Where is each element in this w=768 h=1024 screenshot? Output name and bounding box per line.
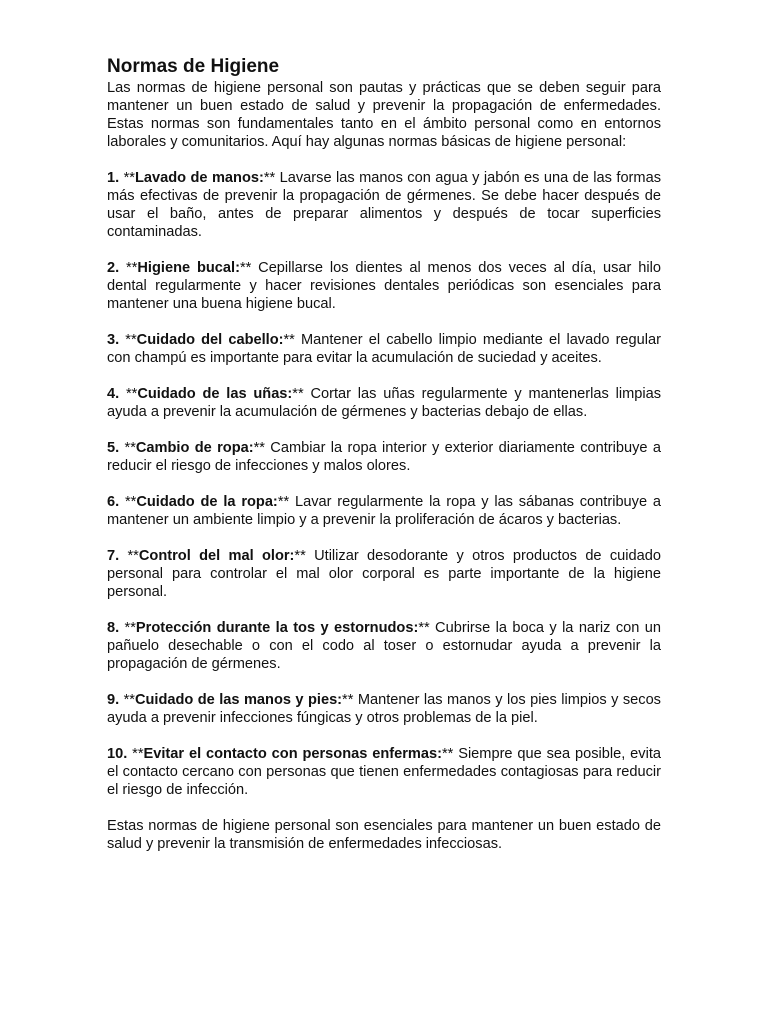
item-number: 4. xyxy=(107,386,120,402)
list-item xyxy=(107,745,661,799)
list-item xyxy=(107,439,661,475)
item-marker-close: ** xyxy=(441,746,454,762)
item-label: Protección durante la tos y estornudos: xyxy=(135,620,419,636)
item-label: Control del mal olor: xyxy=(138,548,295,564)
item-text: Utilizar desodorante y otros productos de cuidado personal para controlar el mal olor corporal es parte importante de la higiene personal. xyxy=(107,548,661,600)
document-title: Normas de Higiene xyxy=(107,56,280,77)
item-number: 6. xyxy=(107,494,120,510)
item-text: Cepillarse los dientes al menos dos veces al día, usar hilo dental regularmente y hacer revisiones dentales periódicas son esenciales para mantener una buena higiene bucal. xyxy=(107,260,661,312)
item-marker-close: ** xyxy=(292,386,304,402)
item-number: 2. xyxy=(107,260,120,276)
item-marker-open: ** xyxy=(119,620,136,636)
item-label: Evitar el contacto con personas enfermas: xyxy=(143,746,442,762)
item-text: Cambiar la ropa interior y exterior diariamente contribuye a reducir el riesgo de infecciones y malos olores. xyxy=(107,440,661,474)
item-marker-close: ** xyxy=(239,260,252,276)
item-text: Mantener las manos y los pies limpios y secos ayuda a prevenir infecciones fúngicas y otros problemas de la piel. xyxy=(107,692,661,726)
item-text: Siempre que sea posible, evita el contacto cercano con personas que tienen enfermedades contagiosas para reducir el riesgo de infección. xyxy=(107,746,662,798)
item-text: Lavarse las manos con agua y jabón es una de las formas más efectivas de prevenir la propagación de gérmenes. Se debe hacer después de usar el baño, antes de preparar alimentos y después de tocar superficies contaminadas. xyxy=(107,170,661,240)
item-text: Cortar las uñas regularmente y mantenerlas limpias ayuda a prevenir la acumulación de gérmenes y bacterias debajo de ellas. xyxy=(107,386,661,420)
list-item xyxy=(107,331,661,367)
closing-paragraph: Estas normas de higiene personal son esenciales para mantener un buen estado de salud y prevenir la transmisión de enfermedades infecciosas. xyxy=(107,818,661,852)
item-number: 9. xyxy=(107,692,120,708)
item-label: Cuidado del cabello: xyxy=(136,332,284,348)
list-item xyxy=(107,619,661,673)
item-label: Higiene bucal: xyxy=(137,260,240,276)
item-number: 10. xyxy=(107,746,128,762)
item-marker-open: ** xyxy=(119,332,137,348)
list-item xyxy=(107,691,661,727)
list-item xyxy=(107,493,661,529)
item-label: Cuidado de las uñas: xyxy=(137,386,293,402)
item-number: 8. xyxy=(107,620,120,636)
item-marker-close: ** xyxy=(283,332,295,348)
item-marker-open: ** xyxy=(119,170,135,186)
item-marker-open: ** xyxy=(119,386,138,402)
item-marker-close: ** xyxy=(418,620,430,636)
item-marker-close: ** xyxy=(253,440,265,456)
item-text: Cubrirse la boca y la nariz con un pañuelo desechable o con el codo al toser o estornudar ayuda a prevenir la propagación de gérmenes. xyxy=(107,620,661,672)
item-label: Lavado de manos: xyxy=(134,170,264,186)
item-number: 3. xyxy=(107,332,120,348)
item-marker-close: ** xyxy=(342,692,354,708)
item-marker-open: ** xyxy=(127,746,144,762)
list-item xyxy=(107,385,661,421)
item-marker-open: ** xyxy=(119,440,136,456)
list-item xyxy=(107,547,661,601)
item-number: 5. xyxy=(107,440,120,456)
item-number: 1. xyxy=(107,170,120,186)
item-marker-close: ** xyxy=(263,170,276,186)
item-marker-open: ** xyxy=(119,260,138,276)
item-label: Cuidado de la ropa: xyxy=(136,494,278,510)
item-marker-open: ** xyxy=(119,548,139,564)
item-marker-open: ** xyxy=(119,692,135,708)
item-marker-close: ** xyxy=(277,494,290,510)
item-text: Lavar regularmente la ropa y las sábanas contribuye a mantener un ambiente limpio y a prevenir la proliferación de ácaros y bacterias. xyxy=(107,494,662,528)
item-label: Cuidado de las manos y pies: xyxy=(134,692,343,708)
item-text: Mantener el cabello limpio mediante el lavado regular con champú es importante para evitar la acumulación de suciedad y aceites. xyxy=(107,332,661,366)
intro-paragraph: Las normas de higiene personal son pautas y prácticas que se deben seguir para mantener un buen estado de salud y prevenir la propagación de enfermedades. Estas normas son fundamentales tanto en el ámbito personal como en entornos laborales y comunitarios. Aquí hay algunas normas básicas de higiene personal: xyxy=(107,80,661,150)
item-marker-open: ** xyxy=(119,494,137,510)
item-label: Cambio de ropa: xyxy=(135,440,254,456)
list-item xyxy=(107,259,661,313)
item-number: 7. xyxy=(107,548,120,564)
list-item xyxy=(107,169,661,241)
item-marker-close: ** xyxy=(294,548,306,564)
